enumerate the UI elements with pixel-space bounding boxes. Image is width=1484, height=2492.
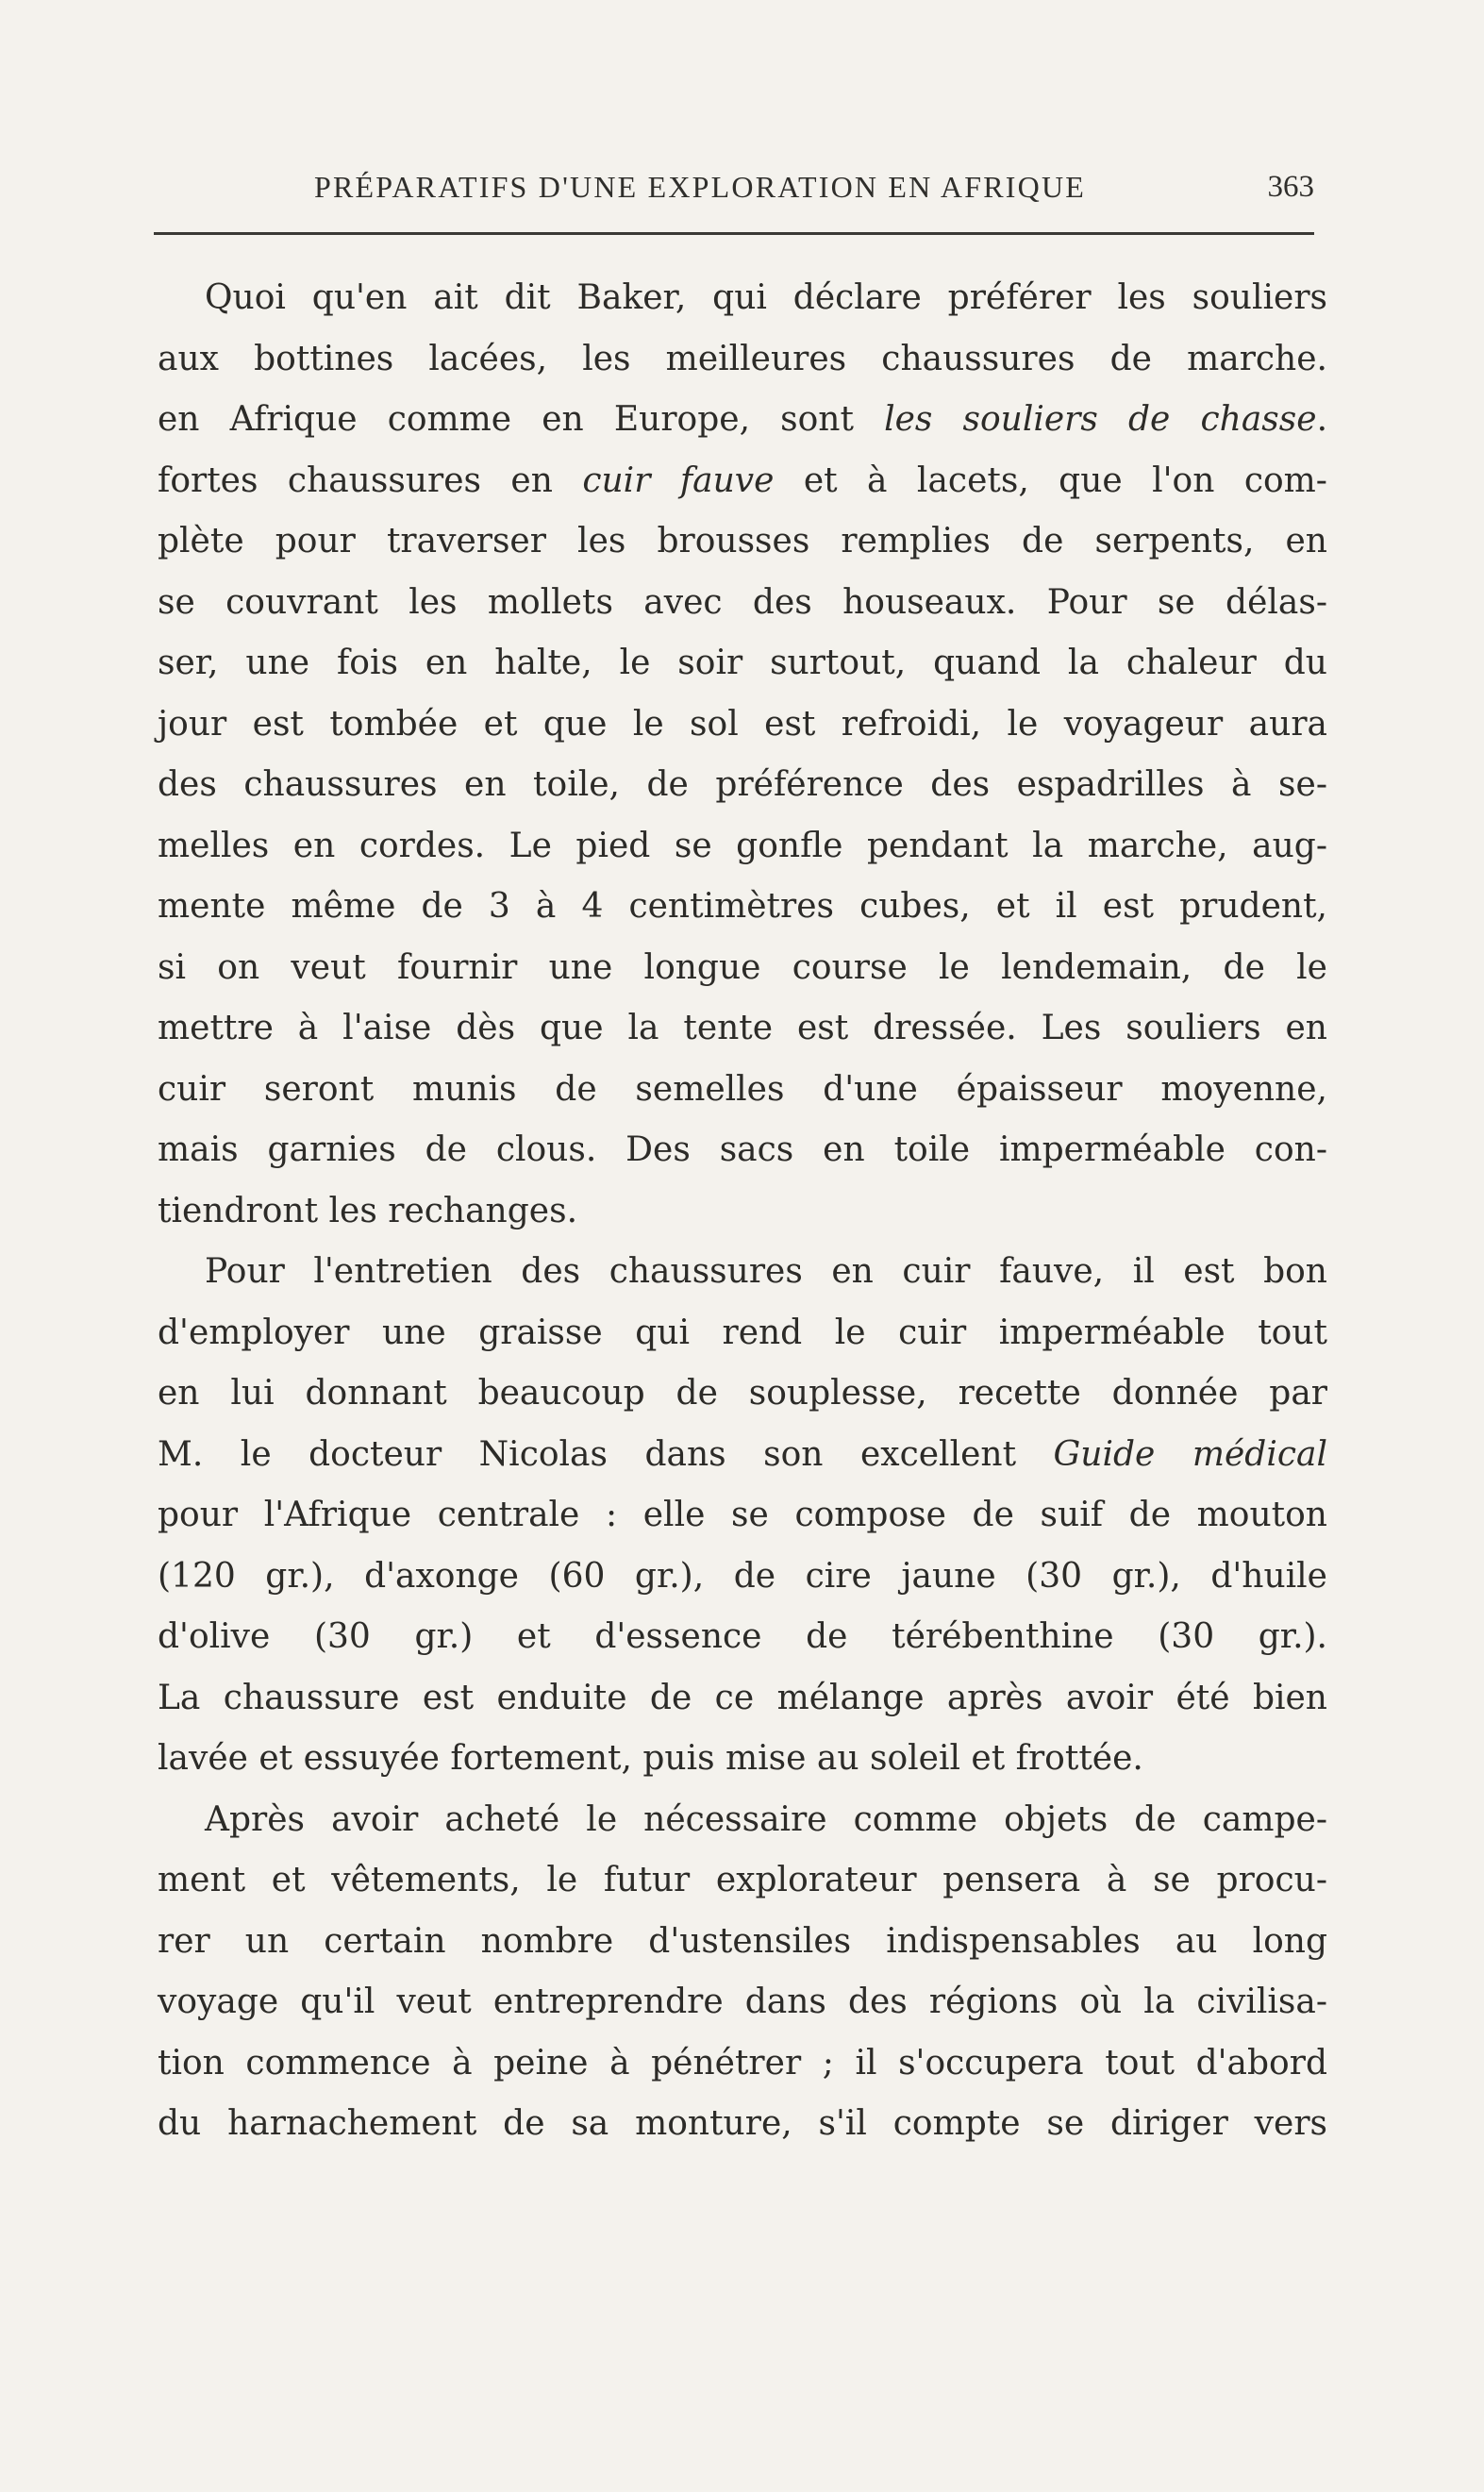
text-line-26 [158,1790,1327,1851]
text-line-29 [158,1972,1327,2033]
italic-phrase: cuir fauve [582,460,775,500]
body-text [158,268,1327,2155]
line-text: Pour l'entretien des chaussures en cuir fauve, il est bon [205,1252,1327,1291]
line-text: Quoi qu'en ait dit Baker, qui déclare préférer les souliers [205,278,1327,317]
line-text: cuir seront munis de semelles d'une épaisseur moyenne, [158,1069,1327,1109]
text-line-19 [158,1363,1327,1425]
line-text: en lui donnant beaucoup de souplesse, recette donnée par [158,1374,1327,1413]
italic-phrase: Guide médical [1053,1434,1327,1474]
line-text: mais garnies de clous. Des sacs en toile imperméable con- [158,1130,1327,1169]
line-text: plète pour traverser les brousses remplies de serpents, en [158,522,1327,560]
line-text: aux bottines lacées, les meilleures chaussures de marche. [158,339,1327,378]
line-text: La chaussure est enduite de ce mélange après avoir été bien [158,1678,1327,1717]
line-text: Après avoir acheté le nécessaire comme objets de campe- [205,1799,1327,1839]
text-line-17 [158,1242,1327,1303]
text-line-27 [158,1850,1327,1912]
line-text: en Afrique comme en Europe, sont [158,400,885,439]
line-text: melles en cordes. Le pied se gonfle pendant la marche, aug- [158,826,1327,865]
text-line-3 [158,390,1327,451]
text-line-22 [158,1547,1327,1608]
page-number: 363 [1267,170,1314,204]
line-text: lavée et essuyée fortement, puis mise au soleil et frottée. [158,1739,1143,1778]
line-text: jour est tombée et que le sol est refroidi, le voyageur aura [158,704,1327,744]
text-line-15 [158,1120,1327,1181]
text-line-23 [158,1607,1327,1668]
line-text: tion commence à peine à pénétrer ; il s'occupera tout d'abord [158,2043,1327,2082]
line-text: ment et vêtements, le futur explorateur pensera à se procu- [158,1861,1327,1899]
line-text: d'olive (30 gr.) et d'essence de térébenthine (30 gr.). [158,1617,1327,1656]
text-line-25 [158,1729,1327,1790]
text-line-21 [158,1485,1327,1547]
text-line-10 [158,816,1327,878]
line-text: tiendront les rechanges. [158,1191,578,1230]
text-line-12 [158,938,1327,999]
line-text: pour l'Afrique centrale : elle se compose de suif de mouton [158,1496,1327,1534]
text-line-14 [158,1060,1327,1121]
text-line-31 [158,2094,1327,2155]
line-text: d'employer une graisse qui rend le cuir imperméable tout [158,1313,1327,1352]
running-head [154,166,1314,213]
text-line-20 [158,1425,1327,1486]
text-line-30 [158,2033,1327,2095]
text-line-1 [158,268,1327,329]
line-text: M. le docteur Nicolas dans son excellent [158,1434,1054,1474]
text-line-9 [158,755,1327,816]
line-text: mettre à l'aise dès que la tente est dressée. Les souliers en [158,1009,1327,1047]
text-line-18 [158,1303,1327,1364]
line-text: et à lacets, que l'on com- [774,460,1327,500]
text-line-4 [158,451,1327,512]
line-text: (120 gr.), d'axonge (60 gr.), de cire jaune (30 gr.), d'huile [158,1556,1327,1596]
italic-phrase: les souliers de chasse [884,400,1317,439]
line-text: du harnachement de sa monture, s'il compte se diriger vers [158,2104,1327,2143]
text-line-24 [158,1668,1327,1730]
text-line-6 [158,573,1327,634]
text-line-7 [158,633,1327,694]
line-text: se couvrant les mollets avec des houseaux. Pour se délas- [158,582,1327,622]
text-line-5 [158,511,1327,573]
line-text: si on veut fournir une longue course le lendemain, de le [158,947,1327,987]
line-text: voyage qu'il veut entreprendre dans des régions où la civilisa- [158,1982,1327,2021]
text-line-13 [158,998,1327,1060]
text-line-2 [158,329,1327,391]
text-line-8 [158,694,1327,756]
line-text: . [1316,400,1328,439]
text-line-28 [158,1912,1327,1973]
line-text: ser, une fois en halte, le soir surtout, quand la chaleur du [158,644,1327,682]
text-line-11 [158,877,1327,938]
line-text: rer un certain nombre d'ustensiles indispensables au long [158,1921,1327,1961]
text-line-16 [158,1181,1327,1243]
line-text: des chaussures en toile, de préférence des espadrilles à se- [158,765,1327,804]
header-title: PRÉPARATIFS D'UNE EXPLORATION EN AFRIQUE [314,170,1086,204]
header-rule [154,232,1314,235]
line-text: fortes chaussures en [158,460,583,500]
line-text: mente même de 3 à 4 centimètres cubes, et il est prudent, [158,887,1327,926]
